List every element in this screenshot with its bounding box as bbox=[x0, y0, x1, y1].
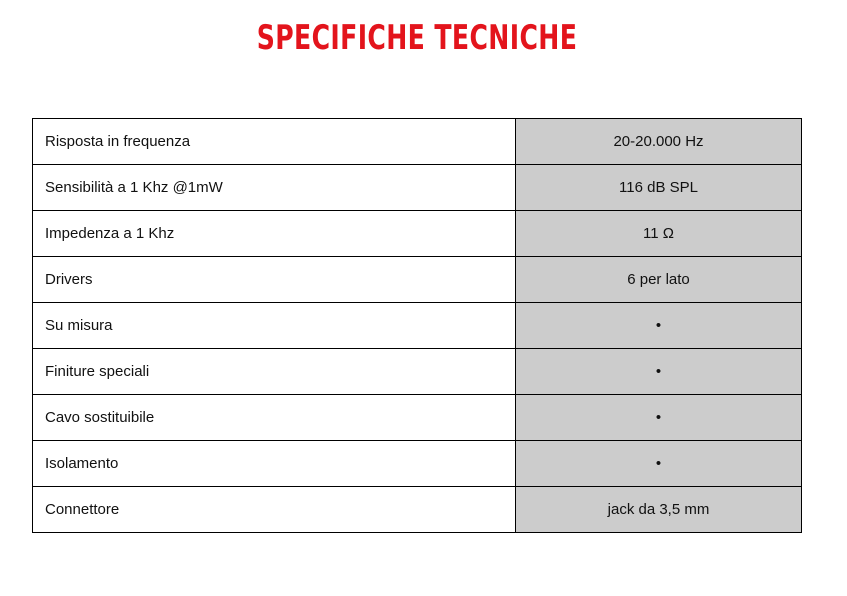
table-row bbox=[33, 395, 802, 441]
table-row bbox=[33, 119, 802, 165]
spec-label: Su misura bbox=[33, 303, 516, 349]
spec-value: jack da 3,5 mm bbox=[516, 487, 802, 533]
spec-value: 116 dB SPL bbox=[516, 165, 802, 211]
table-row bbox=[33, 257, 802, 303]
spec-label: Risposta in frequenza bbox=[33, 119, 516, 165]
table-row bbox=[33, 165, 802, 211]
spec-label: Connettore bbox=[33, 487, 516, 533]
table-row bbox=[33, 303, 802, 349]
spec-label: Sensibilità a 1 Khz @1mW bbox=[33, 165, 516, 211]
spec-value: • bbox=[516, 395, 802, 441]
spec-label: Isolamento bbox=[33, 441, 516, 487]
spec-value: 11 Ω bbox=[516, 211, 802, 257]
table-row bbox=[33, 349, 802, 395]
spec-value: 20-20.000 Hz bbox=[516, 119, 802, 165]
spec-value: 6 per lato bbox=[516, 257, 802, 303]
specs-table bbox=[32, 118, 802, 533]
spec-value: • bbox=[516, 441, 802, 487]
page-title: SPECIFICHE TECNICHE bbox=[256, 18, 578, 58]
spec-value: • bbox=[516, 303, 802, 349]
spec-label: Impedenza a 1 Khz bbox=[33, 211, 516, 257]
table-row bbox=[33, 487, 802, 533]
table-row bbox=[33, 441, 802, 487]
spec-label: Cavo sostituibile bbox=[33, 395, 516, 441]
spec-label: Drivers bbox=[33, 257, 516, 303]
table-row bbox=[33, 211, 802, 257]
spec-label: Finiture speciali bbox=[33, 349, 516, 395]
spec-value: • bbox=[516, 349, 802, 395]
